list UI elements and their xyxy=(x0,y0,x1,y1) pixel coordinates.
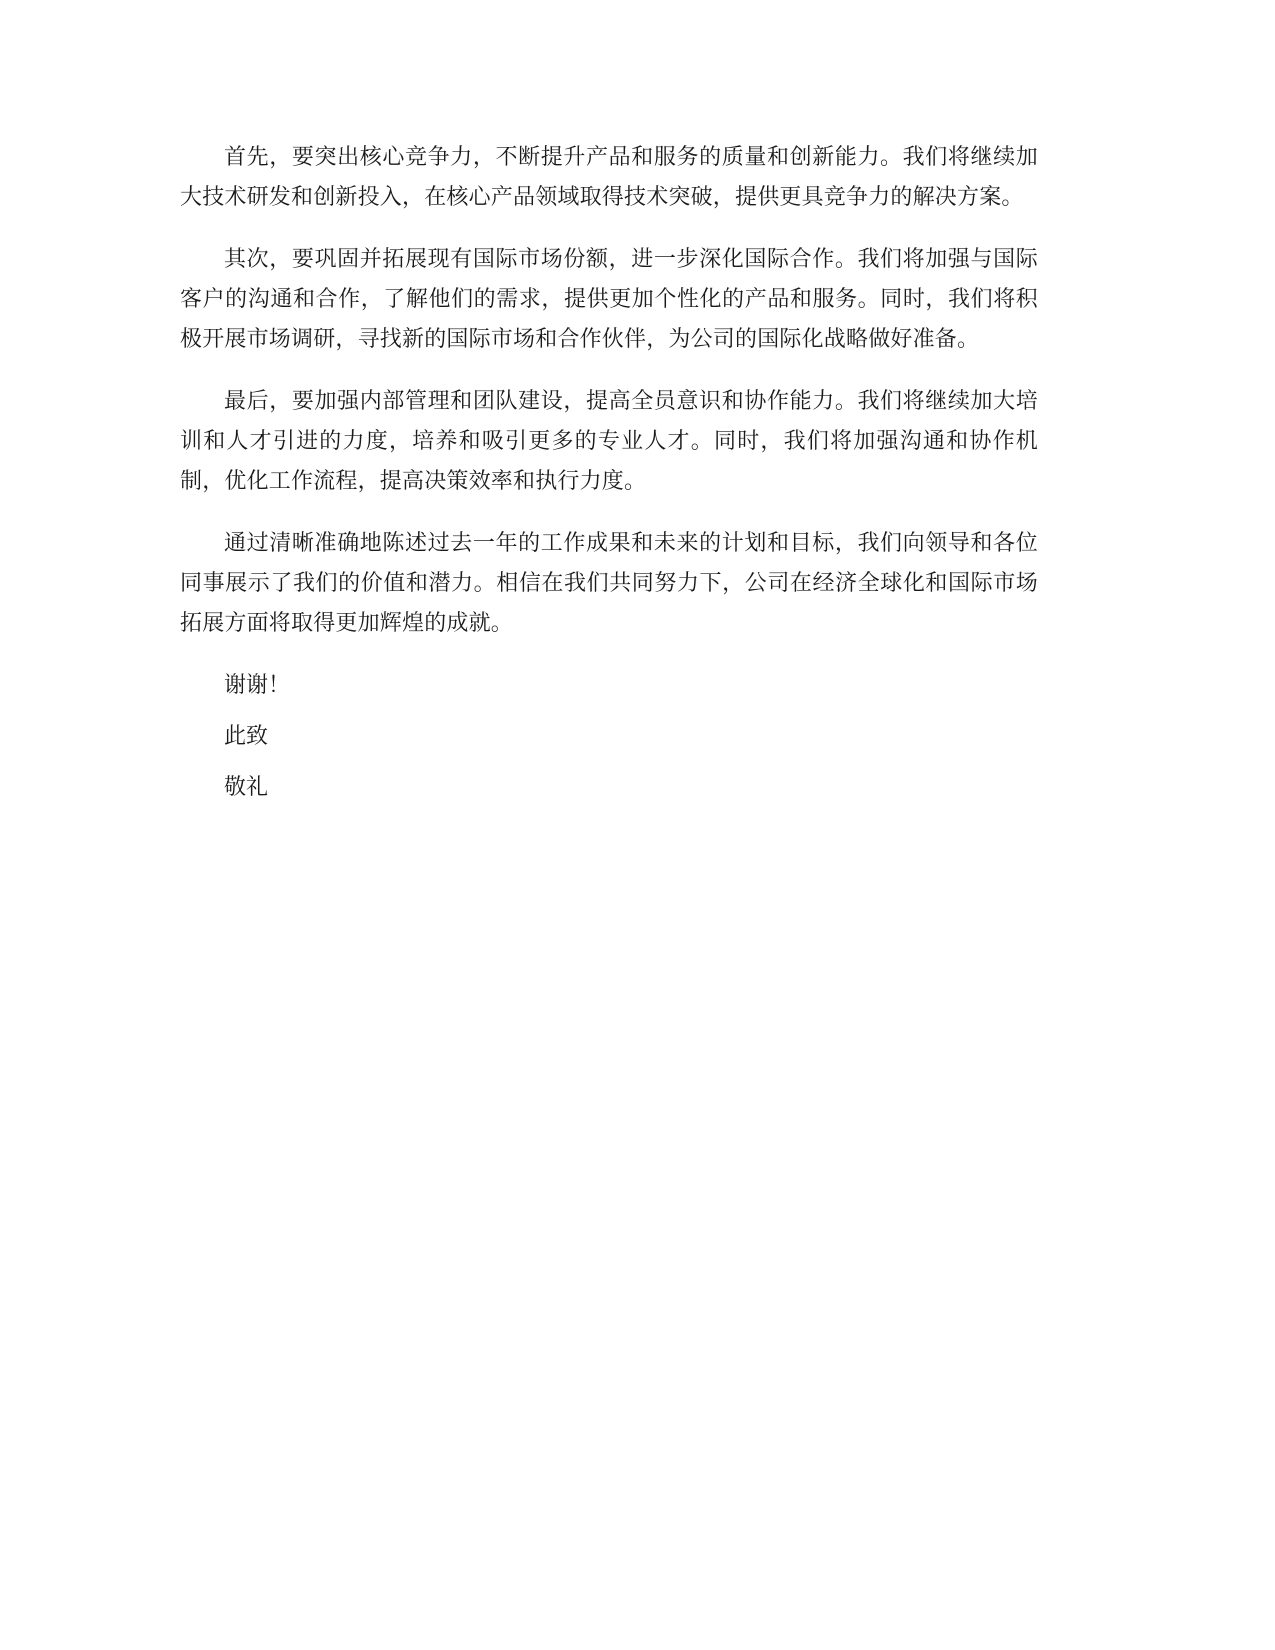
document-body xyxy=(180,138,1038,819)
closing-regards: 敬礼 xyxy=(224,775,269,800)
paragraph-internal-management: 最后，要加强内部管理和团队建设，提高全员意识和协作能力。我们将继续加大培训和人才引进的力度，培养和吸引更多的专业人才。同时，我们将加强沟通和协作机制，优化工作流程，提高决策效率和执行力度。 xyxy=(180,389,1038,494)
paragraph-international-market: 其次，要巩固并拓展现有国际市场份额，进一步深化国际合作。我们将加强与国际客户的沟通和合作，了解他们的需求，提供更加个性化的产品和服务。同时，我们将积极开展市场调研，寻找新的国际市场和合作伙伴，为公司的国际化战略做好准备。 xyxy=(180,247,1038,352)
paragraph-core-competitiveness: 首先，要突出核心竞争力，不断提升产品和服务的质量和创新能力。我们将继续加大技术研发和创新投入，在核心产品领域取得技术突破，提供更具竞争力的解决方案。 xyxy=(180,145,1038,210)
closing-salutation: 此致 xyxy=(224,724,269,749)
paragraph-summary: 通过清晰准确地陈述过去一年的工作成果和未来的计划和目标，我们向领导和各位同事展示了我们的价值和潜力。相信在我们共同努力下，公司在经济全球化和国际市场拓展方面将取得更加辉煌的成就。 xyxy=(180,531,1038,636)
thanks-line: 谢谢！ xyxy=(224,673,291,698)
